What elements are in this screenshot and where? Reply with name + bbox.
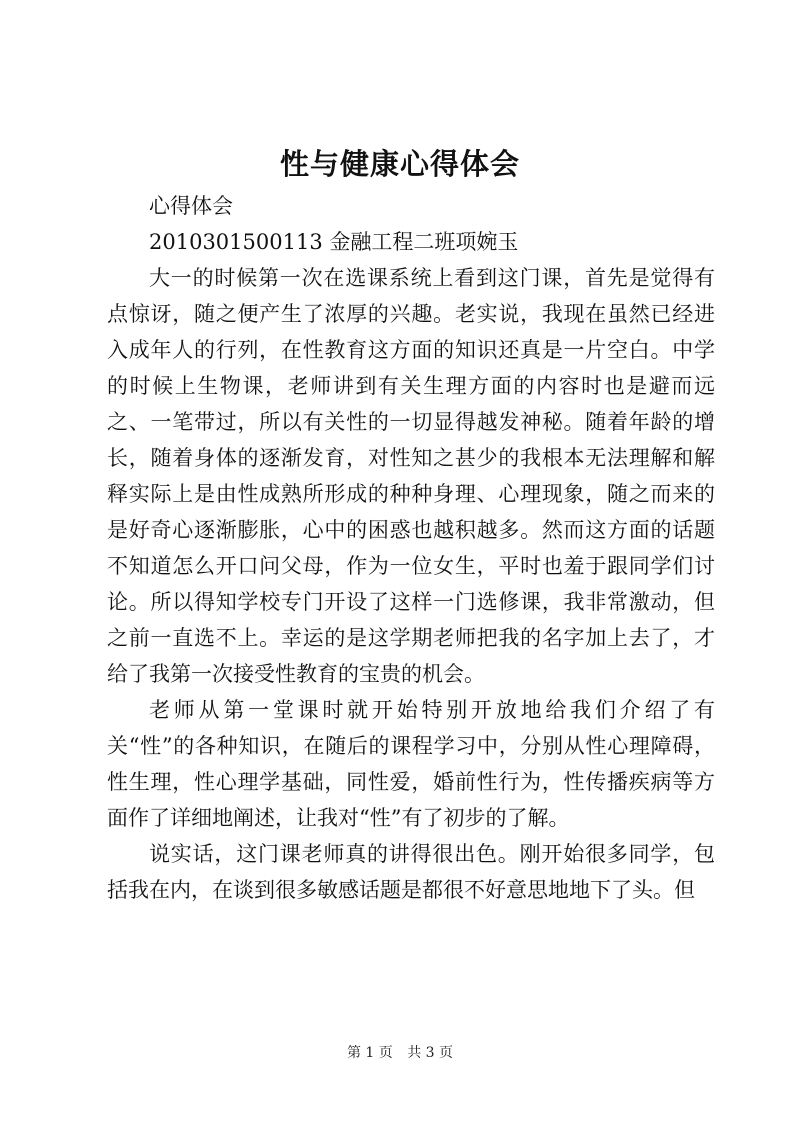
- body-paragraph: 大一的时候第一次在选课系统上看到这门课，首先是觉得有点惊讶，随之便产生了浓厚的兴趣。老实说，我现在虽然已经进入成年人的行列，在性教育这方面的知识还真是一片空白。中学的时候上生物课，老师讲到有关生理方面的内容时也是避而远之、一笔带过，所以有关性的一切显得越发神秘。随着年龄的增长，随着身体的逐渐发育，对性知之甚少的我根本无法理解和解释实际上是由性成熟所形成的种种身理、心理现象，随之而来的是好奇心逐渐膨胀，心中的困惑也越积越多。然而这方面的话题不知道怎么开口问父母，作为一位女生，平时也羞于跟同学们讨论。所以得知学校专门开设了这样一门选修课，我非常激动，但之前一直选不上。幸运的是这学期老师把我的名字加上去了，才给了我第一次接受性教育的宝贵的机会。: [107, 266, 715, 686]
- body-paragraph: 老师从第一堂课时就开始特别开放地给我们介绍了有关“性”的各种知识，在随后的课程学习中，分别从性心理障碍，性生理，性心理学基础，同性爱，婚前性行为，性传播疾病等方面作了详细地阐述，让我对“性”有了初步的了解。: [107, 698, 715, 830]
- document-title: 性与健康心得体会: [279, 147, 520, 181]
- body-paragraph: 说实话，这门课老师真的讲得很出色。刚开始很多同学，包括我在内，在谈到很多敏感话题是都很不好意思地地下了头。但: [107, 842, 715, 902]
- page-total: 共 3 页: [407, 1045, 454, 1061]
- page-number: 第 1 页: [346, 1045, 393, 1061]
- author-line: 2010301500113 金融工程二班项婉玉: [149, 230, 519, 254]
- subtitle-line: 心得体会: [149, 194, 233, 218]
- page-footer: [0, 1043, 800, 1063]
- document-body: [107, 188, 715, 908]
